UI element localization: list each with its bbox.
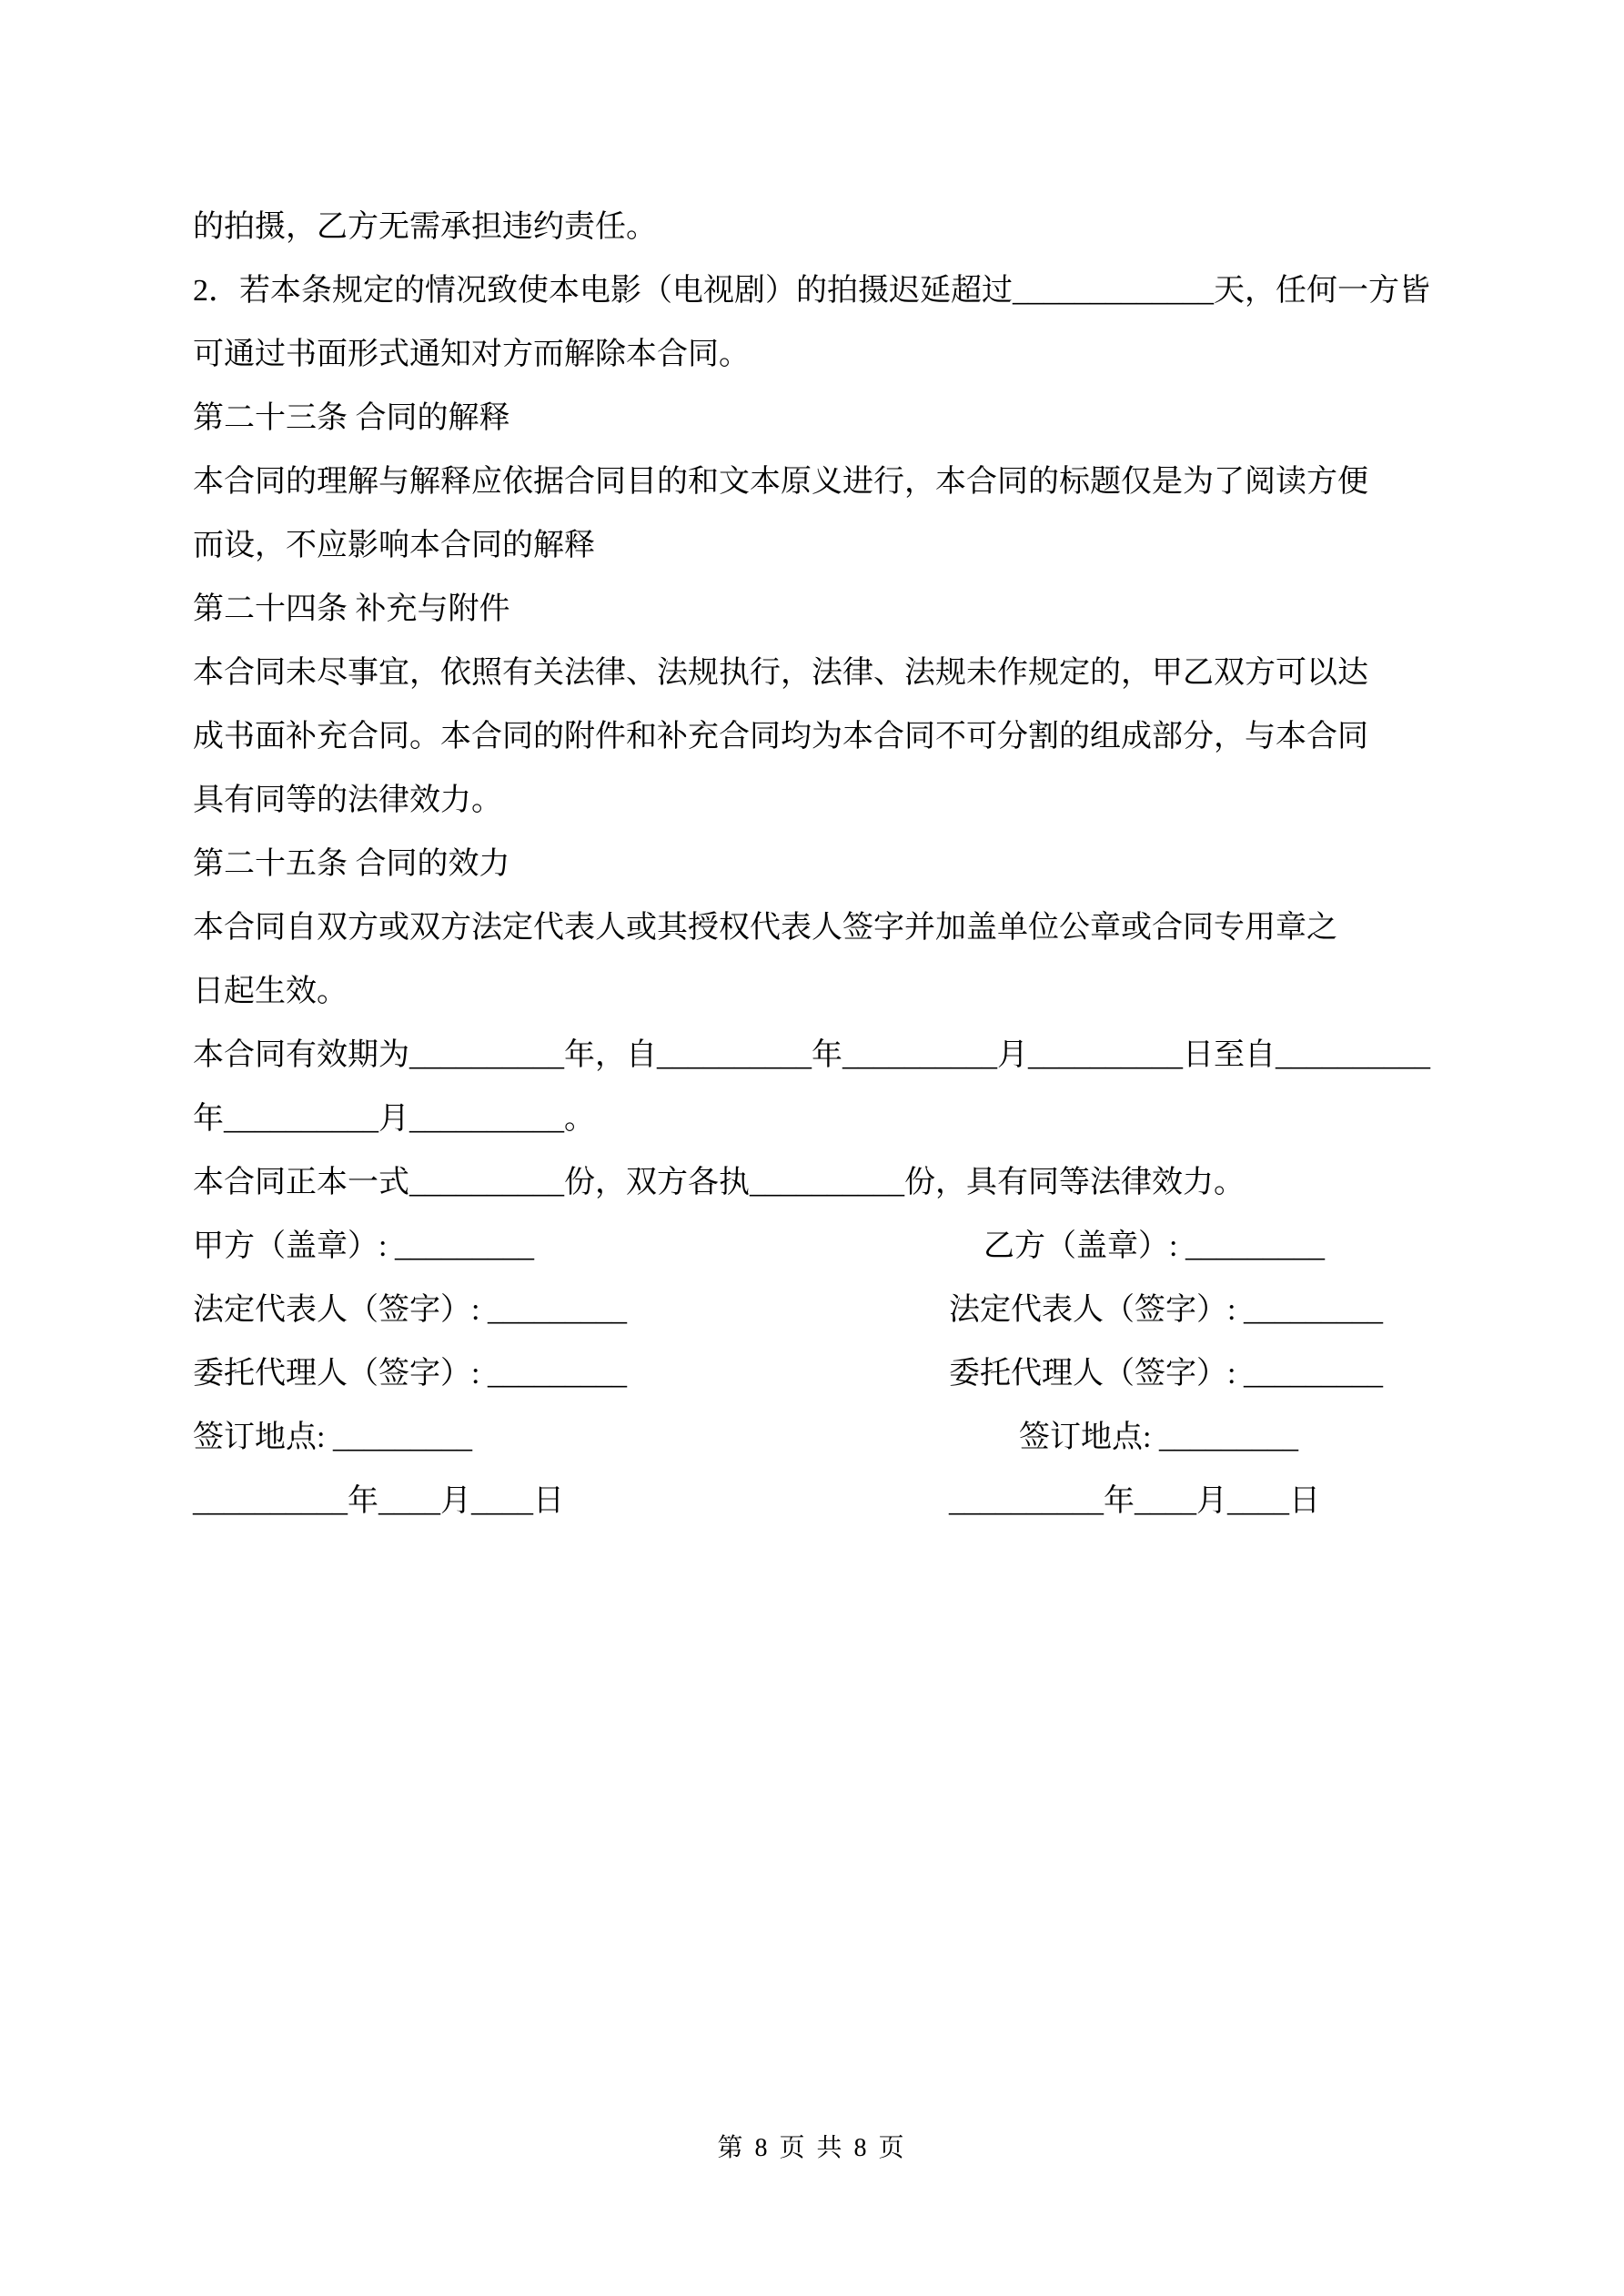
- signature-row-date: [193, 1470, 1435, 1533]
- body-line-breach-continuation: 的拍摄，乙方无需承担违约责任。: [193, 210, 657, 244]
- validity-period-line-2: 年__________月__________。: [193, 1102, 595, 1136]
- clause-25-heading: 第二十五条 合同的效力: [193, 847, 510, 881]
- signature-row-legal-representative: [193, 1279, 1435, 1342]
- validity-period-line-1: 本合同有效期为__________年，自__________年__________月__________日至自__________: [193, 1038, 1430, 1072]
- clause-23-body-line-2: 而设，不应影响本合同的解释: [193, 529, 595, 562]
- party-b-agent-signature-field: 委托代理人（签字）: _________: [949, 1357, 1383, 1391]
- party-a-seal-field: 甲方（盖章）: _________: [193, 1229, 534, 1263]
- clause-23-heading: 第二十三条 合同的解释: [193, 401, 510, 435]
- contract-body: [193, 196, 1435, 1533]
- signature-row-signing-place: [193, 1406, 1435, 1470]
- party-a-signing-place-field: 签订地点: _________: [193, 1421, 472, 1454]
- party-b-seal-field: 乙方（盖章）: _________: [983, 1229, 1325, 1263]
- signature-row-agent: [193, 1342, 1435, 1406]
- clause-25-body-line-2: 日起生效。: [193, 975, 348, 1008]
- clause-24-body-line-1: 本合同未尽事宜，依照有关法律、法规执行，法律、法规未作规定的，甲乙双方可以达: [193, 656, 1368, 690]
- page-number: 第 8 页 共 8 页: [717, 2134, 907, 2162]
- signature-row-seal: [193, 1215, 1435, 1279]
- clause-24-body-line-3: 具有同等的法律效力。: [193, 784, 502, 817]
- party-b-date-field: __________年____月____日: [949, 1484, 1320, 1518]
- clause-24-heading: 第二十四条 补充与附件: [193, 592, 510, 626]
- copies-line: 本合同正本一式__________份，双方各执__________份，具有同等法律效力。: [193, 1166, 1245, 1199]
- clause-24-body-line-2: 成书面补充合同。本合同的附件和补充合同均为本合同不可分割的组成部分，与本合同: [193, 720, 1368, 754]
- clause-25-body-line-1: 本合同自双方或双方法定代表人或其授权代表人签字并加盖单位公章或合同专用章之: [193, 911, 1337, 945]
- clause-23-body-line-1: 本合同的理解与解释应依据合同目的和文本原义进行，本合同的标题仅是为了阅读方便: [193, 465, 1368, 499]
- body-line-delay-termination: 2．若本条规定的情况致使本电影（电视剧）的拍摄迟延超过_____________天，任何一方皆: [193, 274, 1430, 308]
- body-line-termination-notice: 可通过书面形式通知对方而解除本合同。: [193, 338, 750, 371]
- party-a-representative-signature-field: 法定代表人（签字）: _________: [193, 1293, 627, 1327]
- party-a-date-field: __________年____月____日: [193, 1484, 564, 1518]
- party-b-signing-place-field: 签订地点: _________: [1019, 1421, 1298, 1454]
- party-b-representative-signature-field: 法定代表人（签字）: _________: [949, 1293, 1383, 1327]
- party-a-agent-signature-field: 委托代理人（签字）: _________: [193, 1357, 627, 1391]
